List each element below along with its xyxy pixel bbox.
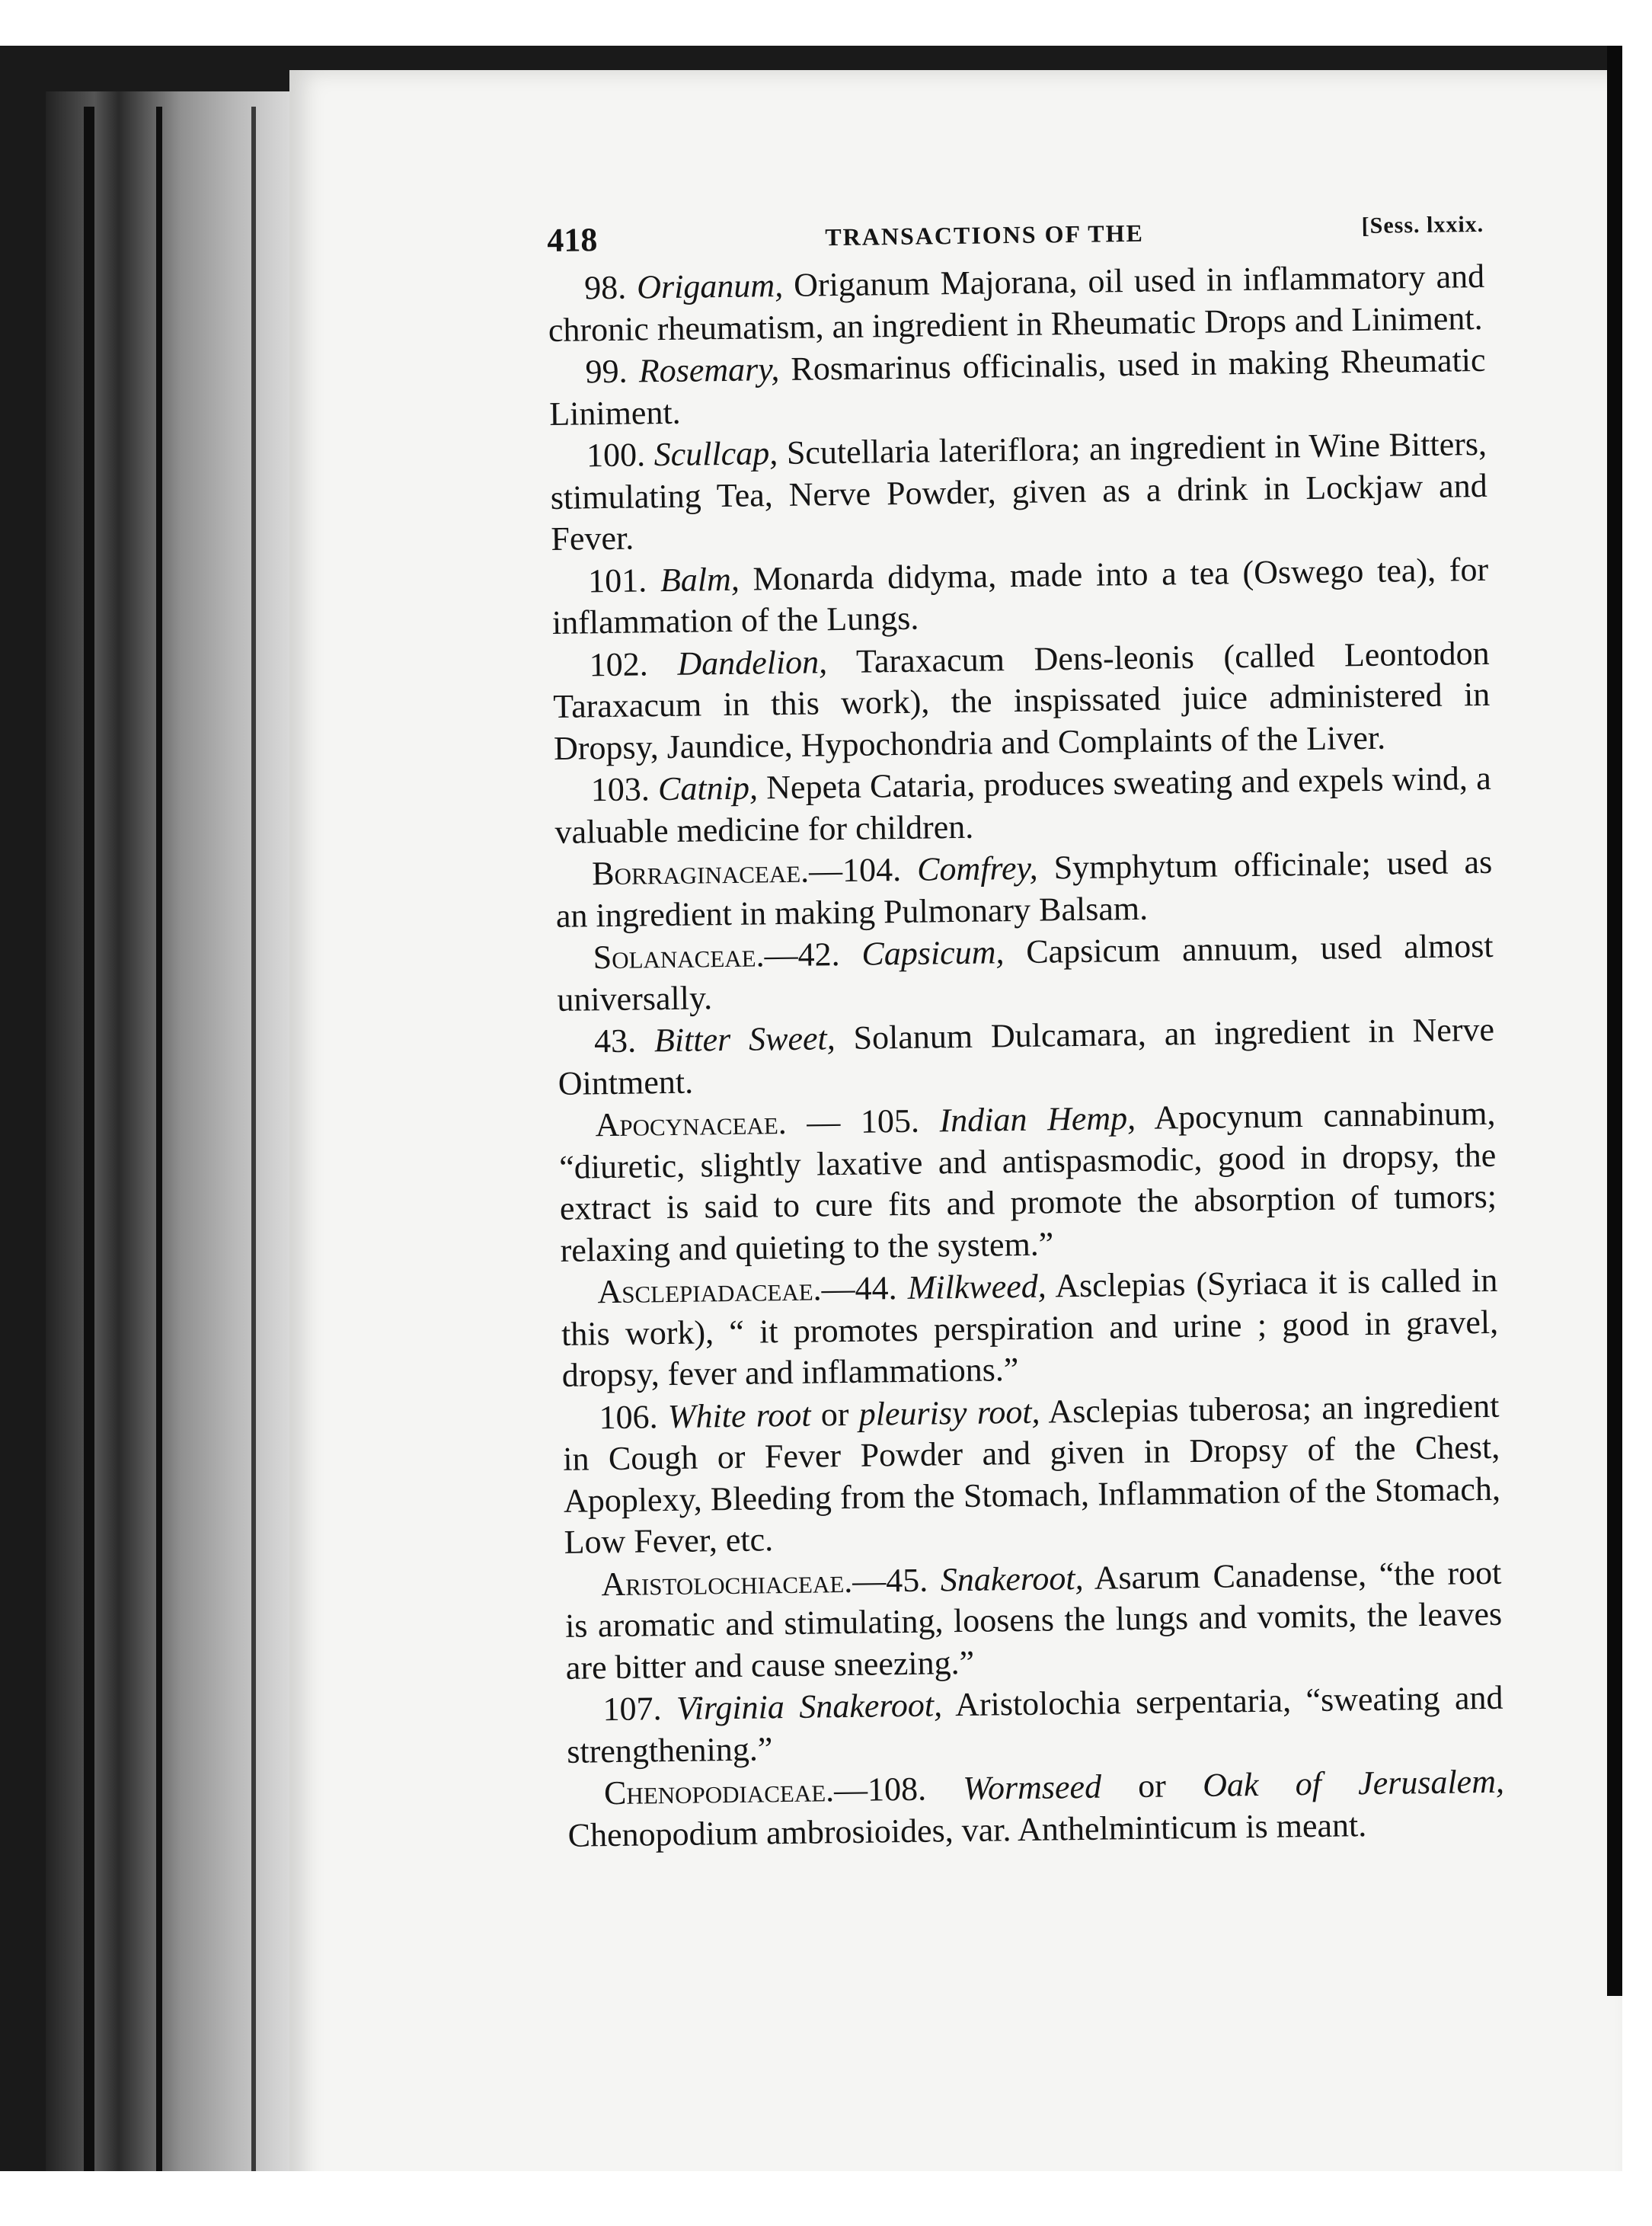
common-name: Dandelion, (677, 642, 828, 683)
entry-paragraph (562, 1385, 1501, 1563)
scan-right-margin (1622, 46, 1652, 2226)
entry-paragraph (554, 758, 1491, 853)
binding-edge-dark (156, 107, 162, 2194)
binding-edge-dark (84, 107, 94, 2194)
entry-description: Monarda didyma, made into a tea (Oswego tea), for inflammation of the Lungs. (551, 550, 1489, 641)
entry-number: 45. (885, 1561, 928, 1599)
scan-top-margin (0, 0, 1652, 46)
family-name: Solanaceae.— (593, 935, 798, 977)
entry-description: Capsicum annuum, used almost universally. (557, 926, 1494, 1019)
entry-paragraph (556, 926, 1494, 1021)
entry-description: Aristolochia serpentaria, “sweating and strengthening.” (566, 1678, 1503, 1770)
common-name: Rosemary, (638, 350, 780, 390)
entry-paragraph (555, 842, 1493, 937)
entry-description: Rosmarinus officinalis, used in making Rheumatic Liniment. (548, 341, 1486, 433)
entry-number: 43. (593, 1022, 637, 1060)
common-name: White root (667, 1396, 811, 1435)
page-right-edge (1607, 46, 1622, 1996)
entry-paragraph (564, 1552, 1503, 1689)
entry-description: Taraxacum Dens-leonis (called Leontodon Taraxacum in this work), the inspissated juice administered in Dropsy, Jaundice, Hypochondria and Complaints of the Liver. (553, 634, 1491, 767)
common-name: Origanum, (636, 266, 784, 306)
entry-paragraph (558, 1093, 1497, 1271)
common-name: Comfrey, (916, 849, 1038, 888)
family-name: Borraginaceae.— (591, 851, 843, 893)
entry-number: 100. (586, 436, 646, 475)
entry-description: Apocynum cannabinum, “diuretic, slightly laxative and antispasmodic, good in dropsy, the extract is said to cure fits and promote the absorption of tumors; relaxing and quieting to the system.” (558, 1094, 1497, 1269)
entry-paragraph (561, 1260, 1499, 1397)
entry-number: 99. (585, 352, 628, 391)
entry-paragraph (552, 632, 1491, 769)
entry-number: 106. (599, 1397, 658, 1436)
family-name: Apocynaceae. — (595, 1102, 861, 1144)
entry-description: Symphytum officinale; used as an ingredient in making Pulmonary Balsam. (555, 843, 1493, 935)
entry-number: 98. (583, 268, 627, 307)
common-name: Balm, (660, 560, 740, 599)
session-label: [Sess. lxxix. (1361, 211, 1484, 238)
common-name: Virginia Snakeroot, (676, 1686, 943, 1727)
family-name: Aristolochiaceae.— (601, 1561, 887, 1603)
scan-bottom-margin (0, 2171, 1652, 2226)
running-title: TRANSACTIONS OF THE (825, 219, 1145, 251)
common-name: Indian Hemp, (939, 1099, 1136, 1140)
common-name: Catnip, (657, 769, 759, 808)
common-name: Capsicum, (861, 933, 1005, 973)
entry-paragraph (548, 340, 1486, 435)
entry-paragraph (558, 1009, 1495, 1105)
common-name: Wormseed (963, 1767, 1102, 1808)
page-text (547, 209, 1505, 1857)
entry-description: Asarum Canadense, “the root is aromatic and stimulating, loosens the lungs and vomits, the leaves are bitter and cause sneezing.” (564, 1553, 1503, 1687)
entry-description: Origanum Majorana, oil used in inflammatory and chronic rheumatism, an ingredient in Rheumatic Drops and Liniment. (548, 257, 1485, 349)
entry-number: 44. (855, 1269, 897, 1307)
entry-list (548, 256, 1505, 1857)
common-name: Bitter Sweet, (653, 1019, 836, 1060)
page-number: 418 (547, 221, 598, 259)
entry-number: 105. (860, 1102, 920, 1140)
alt-common-name: Oak of Jerusalem, (1202, 1762, 1505, 1804)
entry-number: 103. (590, 770, 650, 809)
family-name: Chenopodiaceae.— (603, 1770, 868, 1812)
binding-edge-dark (251, 107, 256, 2194)
common-name: Milkweed, (907, 1267, 1047, 1306)
common-name: Snakeroot, (940, 1559, 1084, 1598)
alt-common-name: pleurisy root, (858, 1393, 1040, 1433)
entry-description: Asclepias tuberosa; an ingredient in Cough or Fever Powder and given in Dropsy of the Chest, Apoplexy, Bleeding from the Stomach, Inflammation of the Stomach, Low Fever, etc. (562, 1386, 1501, 1561)
entry-number: 107. (602, 1690, 662, 1729)
entry-number: 104. (842, 850, 902, 889)
entry-number: 102. (589, 644, 648, 683)
entry-paragraph (550, 424, 1488, 561)
entry-paragraph (566, 1677, 1503, 1773)
entry-paragraph (567, 1761, 1505, 1857)
entry-number: 101. (587, 561, 647, 600)
entry-paragraph (551, 549, 1489, 644)
entry-description: Nepeta Cataria, produces sweating and expels wind, a valuable medicine for children. (554, 759, 1492, 851)
family-name: Asclepiadaceae.— (597, 1269, 855, 1311)
entry-number: 108. (867, 1770, 927, 1809)
connector-text: or (1101, 1766, 1203, 1805)
entry-paragraph (548, 256, 1485, 351)
entry-description: Solanum Dulcamara, an ingredient in Nerve Ointment. (558, 1010, 1495, 1102)
entry-description: Scutellaria lateriflora; an ingredient in Wine Bitters, stimulating Tea, Nerve Powder, given as a drink in Lockjaw and Fever. (550, 424, 1487, 558)
entry-number: 42. (797, 935, 840, 974)
entry-description: Chenopodium ambrosioides, var. Anthelminticum is meant. (567, 1805, 1367, 1854)
connector-text: or (810, 1395, 860, 1434)
common-name: Scullcap, (653, 434, 778, 474)
entry-description: Asclepias (Syriaca it is called in this work), “ it promotes perspiration and urine ; good in gravel, dropsy, fever and inflammations.” (561, 1261, 1499, 1394)
